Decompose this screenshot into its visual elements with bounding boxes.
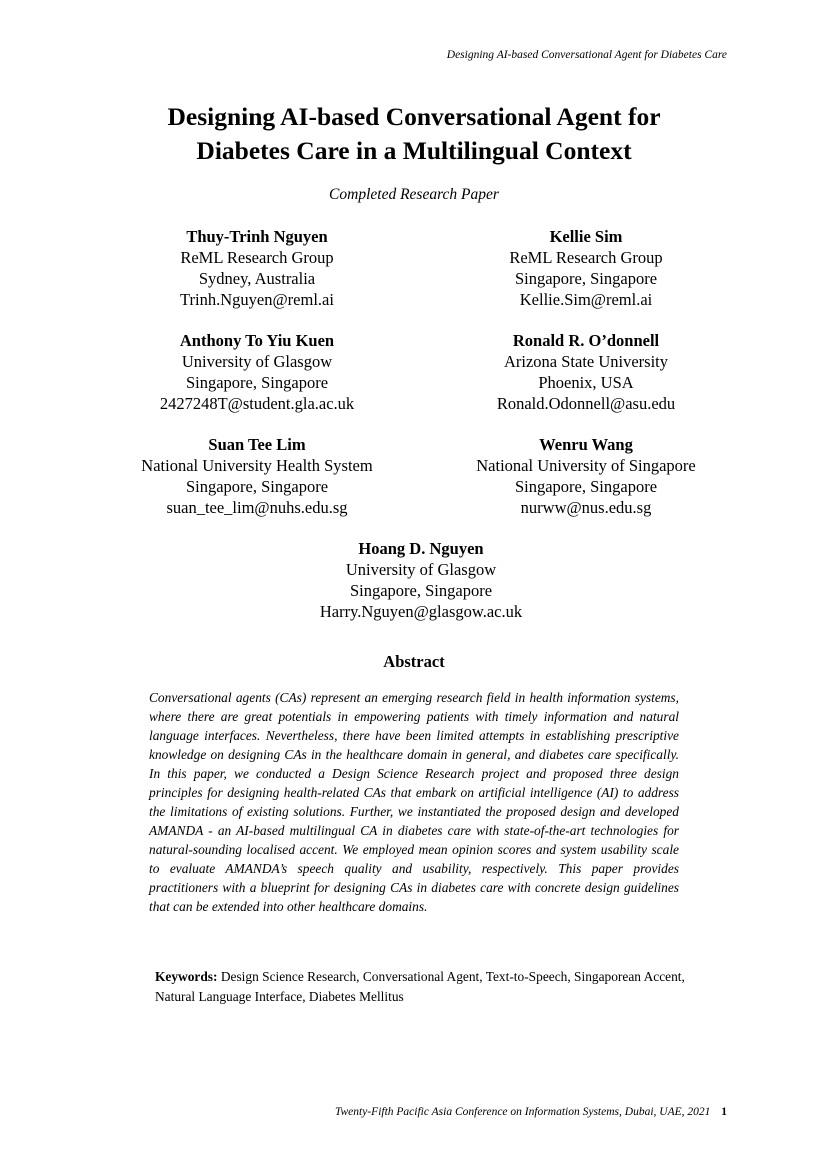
author-block xyxy=(426,330,746,414)
author-name: Hoang D. Nguyen xyxy=(358,539,484,558)
author-name: Suan Tee Lim xyxy=(208,435,306,454)
author-location: Singapore, Singapore xyxy=(514,477,658,496)
author-location: Singapore, Singapore xyxy=(185,373,329,392)
paper-title-line-2: Diabetes Care in a Multilingual Context xyxy=(196,136,632,165)
author-name: Kellie Sim xyxy=(549,227,623,246)
author-location: Singapore, Singapore xyxy=(514,269,658,288)
author-block xyxy=(97,434,417,518)
author-affiliation: University of Glasgow xyxy=(345,560,497,579)
author-name: Thuy-Trinh Nguyen xyxy=(186,227,328,246)
paper-type: Completed Research Paper xyxy=(329,186,499,203)
author-email: Kellie.Sim@reml.ai xyxy=(519,290,653,309)
author-email: Trinh.Nguyen@reml.ai xyxy=(180,290,334,309)
running-header: Designing AI-based Conversational Agent for Diabetes Care xyxy=(446,49,727,61)
author-name: Wenru Wang xyxy=(539,435,633,454)
author-affiliation: ReML Research Group xyxy=(180,248,334,267)
keywords-text: Design Science Research, Conversational Agent, Text-to-Speech, Singaporean Accent, Natural Language Interface, Diabetes Mellitus xyxy=(155,969,685,1004)
paper-title xyxy=(0,100,828,168)
author-name: Ronald R. O’donnell xyxy=(512,331,660,350)
author-block xyxy=(97,330,417,414)
paper-title-line-1: Designing AI-based Conversational Agent for xyxy=(167,102,661,131)
keywords xyxy=(155,967,685,1007)
author-affiliation: ReML Research Group xyxy=(509,248,663,267)
author-block xyxy=(426,434,746,518)
author-email: nurww@nus.edu.sg xyxy=(520,498,652,517)
author-affiliation: National University of Singapore xyxy=(476,456,696,475)
author-block xyxy=(426,226,746,310)
author-email: Harry.Nguyen@glasgow.ac.uk xyxy=(319,602,523,621)
author-location: Sydney, Australia xyxy=(198,269,316,288)
author-location: Phoenix, USA xyxy=(538,373,634,392)
page-footer xyxy=(335,1106,727,1118)
author-affiliation: Arizona State University xyxy=(503,352,669,371)
conference-name: Twenty-Fifth Pacific Asia Conference on Information Systems, Dubai, UAE, 2021 xyxy=(334,1106,711,1118)
keywords-label: Keywords: xyxy=(155,969,218,984)
author-location: Singapore, Singapore xyxy=(185,477,329,496)
author-block xyxy=(97,226,417,310)
author-affiliation: National University Health System xyxy=(141,456,373,475)
author-block xyxy=(261,538,581,622)
abstract-heading: Abstract xyxy=(383,652,445,671)
page-number: 1 xyxy=(721,1106,727,1118)
author-location: Singapore, Singapore xyxy=(349,581,493,600)
author-email: 2427248T@student.gla.ac.uk xyxy=(159,394,355,413)
author-email: Ronald.Odonnell@asu.edu xyxy=(496,394,676,413)
author-email: suan_tee_lim@nuhs.edu.sg xyxy=(166,498,348,517)
abstract-text: Conversational agents (CAs) represent an emerging research field in health information systems, where there are great potentials in empowering patients with timely information and natural language interfaces. Nevertheless, there have been limited attempts in establishing prescriptive knowledge on designing CAs in the healthcare domain in general, and diabetes care specifically. In this paper, we conducted a Design Science Research project and proposed three design principles for designing health-related CAs that embark on artificial intelligence (AI) to address the limitations of existing solutions. Further, we instantiated the proposed design and developed AMANDA - an AI-based multilingual CA in diabetes care with state-of-the-art technologies for natural-sounding localised accent. We employed mean opinion scores and system usability scale to evaluate AMANDA’s speech quality and usability, respectively. This paper provides practitioners with a blueprint for designing CAs in diabetes care with concrete design guidelines that can be extended into other healthcare domains. xyxy=(149,690,679,914)
author-affiliation: University of Glasgow xyxy=(181,352,333,371)
author-name: Anthony To Yiu Kuen xyxy=(179,331,335,350)
